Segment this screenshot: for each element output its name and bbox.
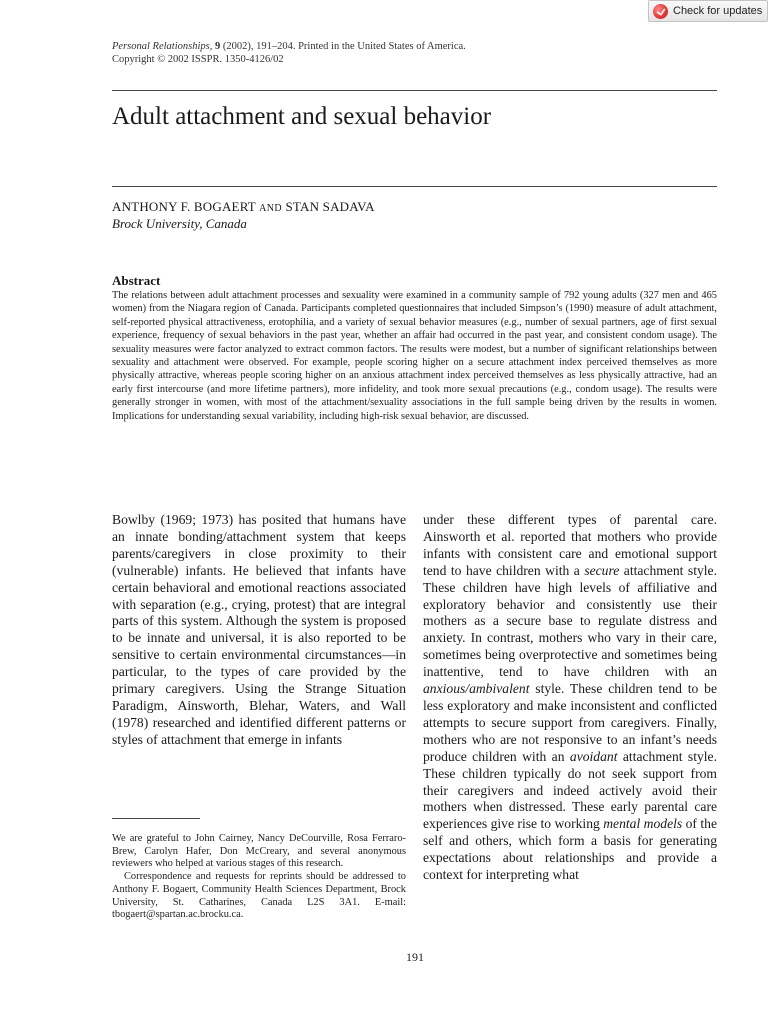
journal-volume: 9 xyxy=(214,41,221,52)
journal-citation xyxy=(112,40,672,53)
footnote-acknowledgment: We are grateful to John Cairney, Nancy DeCourville, Rosa Ferraro-Brew, Carolyn Hafer, Don McCreary, and several anonymous reviewers who helped at various stages of this research. xyxy=(112,833,406,870)
footnote-rule xyxy=(112,818,200,819)
author-affiliation: Brock University, Canada xyxy=(112,216,247,231)
journal-name: Personal Relationships xyxy=(112,41,210,52)
body-column-right xyxy=(423,512,717,884)
term-secure: secure xyxy=(584,562,620,578)
body-column-left: Bowlby (1969; 1973) has posited that humans have an innate bonding/attachment system that keeps parents/caregivers in close proximity to their (vulnerable) infants. He believed that infants have certain behavioral and emotional reactions associated with separation (e.g., crying, protest) that are integral parts of this system. Although the system is proposed to be innate and universal, it is also reported to be sensitive to certain environmental circumstances—in particular, to the types of care provided by the primary caregivers. Using the Strange Situation Paradigm, Ainsworth, Blehar, Waters, and Wall (1978) researched and identified different patterns or styles of attachment that emerge in infants xyxy=(112,512,406,747)
page-number: 191 xyxy=(406,950,424,964)
journal-name-separator: , xyxy=(209,41,215,52)
author-second: STAN SADAVA xyxy=(285,199,375,214)
body-right-part-1: under these different types of parental care. Ainsworth et al. reported that mothers who provide infants with consistent care and emotional support tend to have children with a xyxy=(423,512,717,578)
check-for-updates-label: Check for updates xyxy=(673,5,763,17)
check-for-updates-button[interactable] xyxy=(648,0,768,22)
body-right-part-4: attachment style. These children typically do not seek support from their caregivers and indeed actively avoid their mothers when distressed. These early parental care experiences give rise to working xyxy=(423,748,717,832)
article-title: Adult attachment and sexual behavior xyxy=(112,103,492,130)
body-right-part-5: of the self and others, which form a basis for generating expectations about relationships and provide a context for interpreting what xyxy=(423,816,717,883)
author-first: ANTHONY F. BOGAERT xyxy=(112,199,256,214)
body-right-part-3: style. These children tend to be less exploratory and make inconsistent and conflicted attempts to secure support from caregivers. Finally, mothers who are not responsive to an infant’s needs produce children with an xyxy=(423,681,717,764)
body-right-part-2: attachment style. These children have high levels of affiliative and exploratory behavior and consistently use their mothers as a secure base to regulate distress and anxiety. In contrast, mothers who vary in their care, sometimes being overprotective and sometimes being inattentive, tend to have children with an xyxy=(423,562,717,680)
term-mental-models: mental models xyxy=(603,816,683,832)
author-conjunction: AND xyxy=(259,203,283,214)
journal-details: (2002), 191–204. Printed in the United States of America. xyxy=(220,41,466,52)
abstract-text: The relations between adult attachment processes and sexuality were examined in a community sample of 792 young adults (327 men and 465 women) from the Niagara region of Canada. Participants completed questionnaires that included Simpson’s (1990) measure of adult attachment, self-reported physical attractiveness, erotophilia, and a variety of sexual behavior measures (e.g., number of sexual partners, age of first sexual experience, frequency of sexual behaviors in the past year, whether an affair had occurred in the past year, and consistent condom usage). The sexuality measures were factor analyzed to extract common factors. The results were modest, but a number of significant relationships between sexuality and attachment were observed. For example, people scoring higher on a secure attachment index perceived themselves as more physically attractive, whereas people scoring higher on an anxious attachment index perceived themselves as less physically attractive, had an early first intercourse (and more lifetime partners), more infidelity, and took more sexual precautions (e.g., condom usage). The results were generally stronger in women, with most of the attachment/sexuality associations in the full sample being driven by the results in women. Implications for understanding sexual variability, including high-risk sexual behavior, are discussed. xyxy=(112,290,717,422)
term-avoidant: avoidant xyxy=(569,748,618,764)
journal-header xyxy=(112,40,672,66)
footnotes xyxy=(112,833,406,922)
check-for-updates-icon xyxy=(653,4,668,19)
footnote-correspondence: Correspondence and requests for reprints should be addressed to Anthony F. Bogaert, Community Health Sciences Department, Brock University, St. Catharines, Canada L2S 3A1. E-mail: tbogaert@spartan.ac.brocku.ca. xyxy=(112,871,406,921)
header-rule-bottom xyxy=(112,186,717,187)
journal-copyright: Copyright © 2002 ISSPR. 1350-4126/02 xyxy=(112,54,284,65)
abstract-heading: Abstract xyxy=(112,273,161,288)
term-anxious-ambivalent: anxious/ambivalent xyxy=(423,681,530,697)
header-rule-top xyxy=(112,90,717,91)
